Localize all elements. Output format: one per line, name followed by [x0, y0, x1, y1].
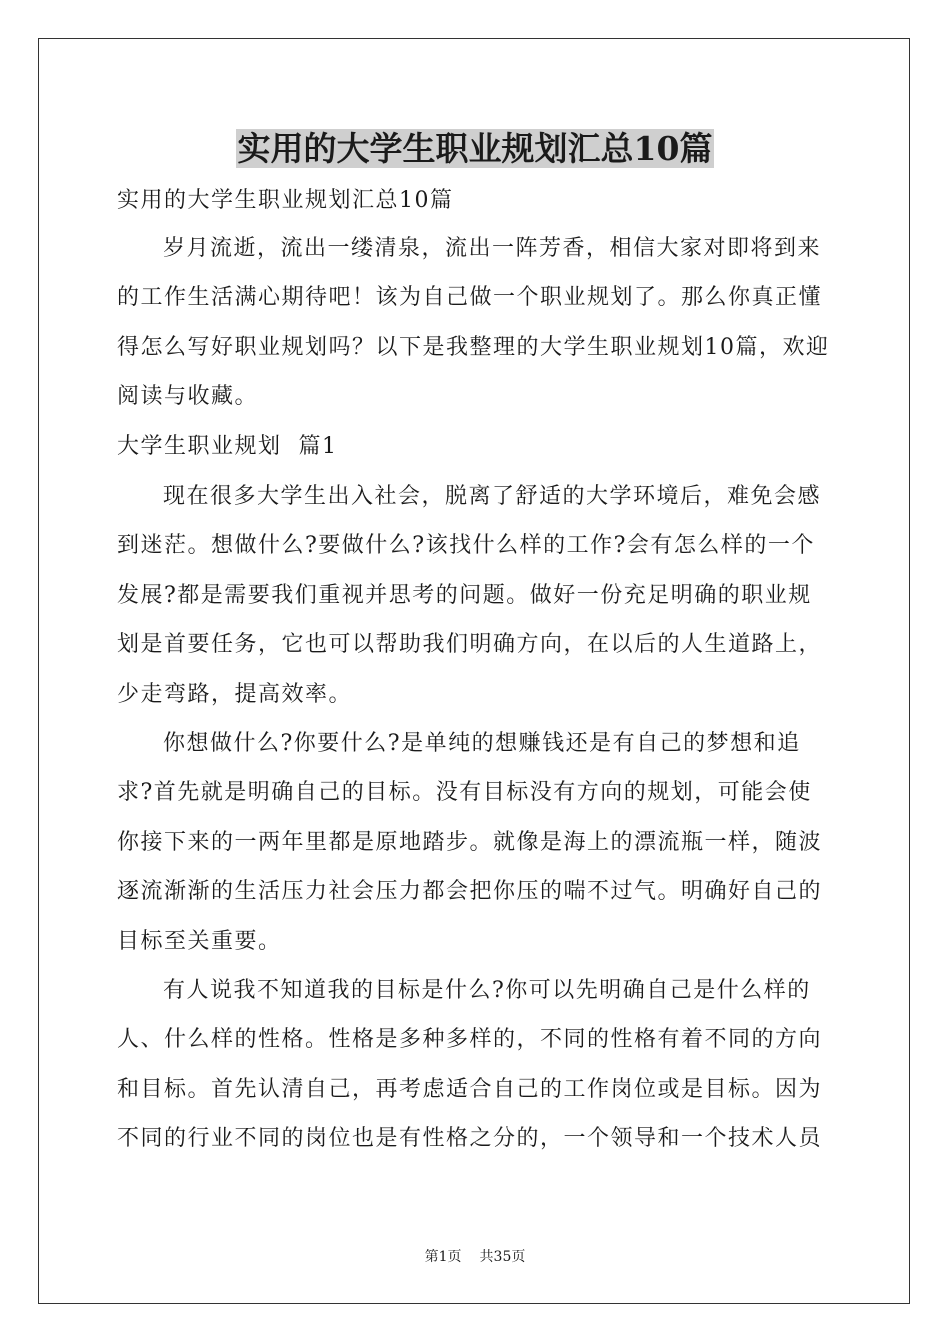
body-paragraph: 有人说我不知道我的目标是什么?你可以先明确自己是什么样的人、什么样的性格。性格是多种多样的，不同的性格有着不同的方向和目标。首先认清自己，再考虑适合自己的工作岗位或是目标。因为不同的行业不同的岗位也是有性格之分的，一个领导和一个技术人员 — [117, 978, 823, 1152]
document-title — [0, 126, 950, 172]
section-heading: 大学生职业规划 篇1 — [117, 434, 338, 459]
page-total: 共35页 — [479, 1249, 526, 1265]
intro-paragraph: 岁月流逝，流出一缕清泉，流出一阵芳香，相信大家对即将到来的工作生活满心期待吧！该为自己做一个职业规划了。那么你真正懂得怎么写好职业规划吗？以下是我整理的大学生职业规划10篇，欢迎阅读与收藏。 — [117, 236, 830, 410]
body-paragraph: 现在很多大学生出入社会，脱离了舒适的大学环境后，难免会感到迷茫。想做什么?要做什么?该找什么样的工作?会有怎么样的一个发展?都是需要我们重视并思考的问题。做好一份充足明确的职业规划是首要任务，它也可以帮助我们明确方向，在以后的人生道路上，少走弯路，提高效率。 — [117, 484, 823, 707]
document-title-text: 实用的大学生职业规划汇总10篇 — [237, 129, 713, 168]
page-number: 第1页 — [424, 1249, 462, 1265]
page-footer — [0, 1248, 950, 1266]
document-subtitle: 实用的大学生职业规划汇总10篇 — [117, 188, 454, 213]
body-paragraph: 你想做什么?你要什么?是单纯的想赚钱还是有自己的梦想和追求?首先就是明确自己的目标。没有目标没有方向的规划，可能会使你接下来的一两年里都是原地踏步。就像是海上的漂流瓶一样，随波逐流渐渐的生活压力社会压力都会把你压的喘不过气。明确好自己的目标至关重要。 — [117, 731, 823, 954]
